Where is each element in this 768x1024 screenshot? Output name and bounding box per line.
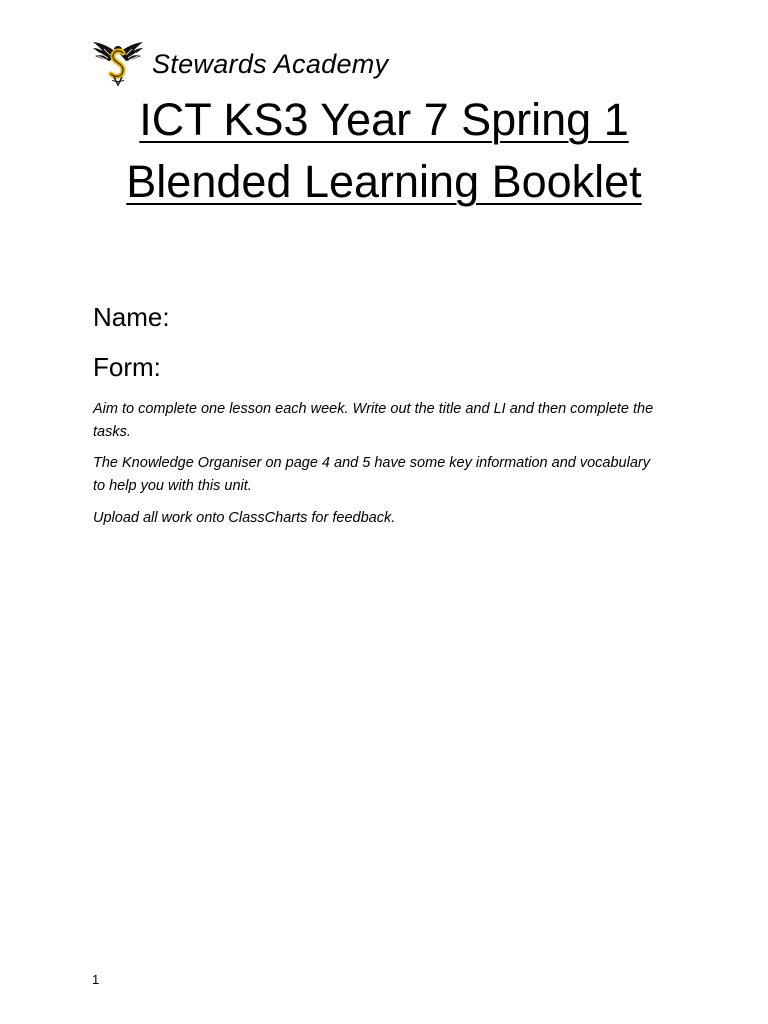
booklet-title-line-2: Blended Learning Booklet — [126, 156, 642, 207]
instruction-weekly-lesson: Aim to complete one lesson each week. Write out the title and LI and then complete the tasks. — [93, 401, 654, 440]
name-field-label: Name: — [93, 302, 170, 332]
form-field-label: Form: — [93, 352, 161, 382]
hawk-s-crest-icon — [90, 39, 146, 87]
school-header — [90, 38, 388, 88]
instruction-knowledge-organiser: The Knowledge Organiser on page 4 and 5 have some key information and vocabulary to help you with this unit. — [93, 455, 650, 494]
instruction-upload-classcharts: Upload all work onto ClassCharts for feedback. — [93, 510, 396, 526]
booklet-title-line-1: ICT KS3 Year 7 Spring 1 — [139, 94, 629, 145]
page-number: 1 — [92, 972, 100, 987]
school-name: Stewards Academy — [152, 48, 389, 79]
